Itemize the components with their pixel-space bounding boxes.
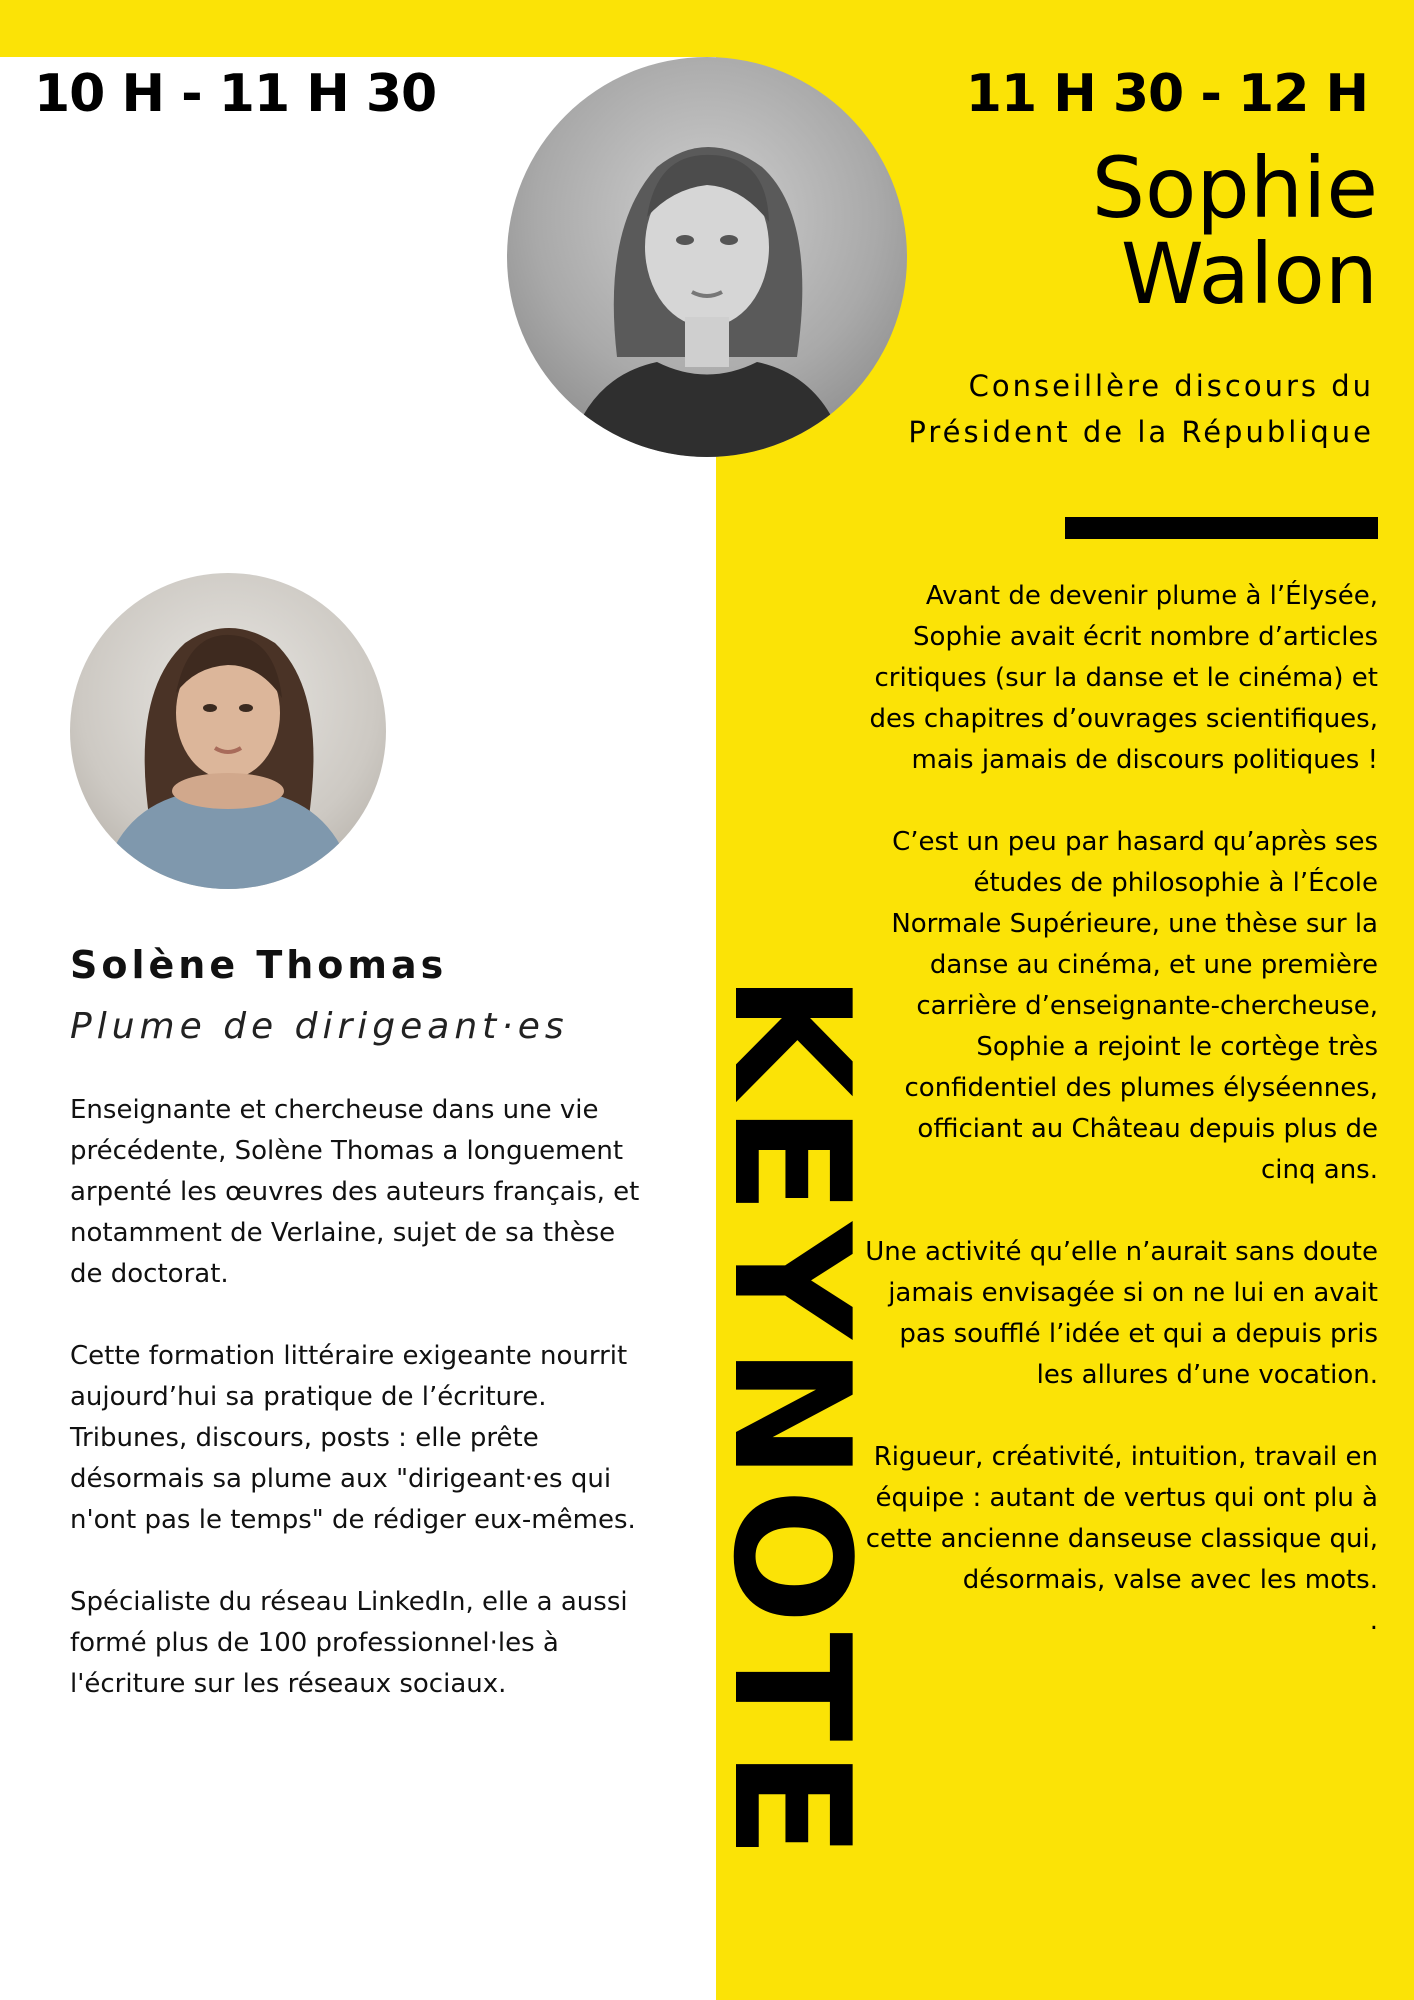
keynote-banner [698, 895, 885, 1945]
solene-thomas-name: Solène Thomas [70, 943, 448, 987]
sophie-walon-role [754, 363, 1374, 455]
bio-paragraph: Rigueur, créativité, intuition, travail en équipe : autant de vertus qui ont plu à cette ancienne danseuse classique qui, désormais, valse avec les mots. [865, 1442, 1378, 1595]
bio-paragraph: C’est un peu par hasard qu’après ses études de philosophie à l’École Normale Supérieure, une thèse sur la danse au cinéma, et une première carrière d’enseignante-chercheuse, Sophie a rejoint le cortège très confidentiel des plumes élyséennes, officiant au Château depuis plus de cinq ans. [891, 827, 1378, 1185]
bio-paragraph: Une activité qu’elle n’aurait sans doute jamais envisagée si on ne lui en avait pas soufflé l’idée et qui a depuis pris les allures d’une vocation. [865, 1237, 1378, 1390]
sophie-walon-bio [858, 576, 1378, 1642]
bio-paragraph: Avant de devenir plume à l’Élysée, Sophie avait écrit nombre d’articles critiques (sur la danse et le cinéma) et des chapitres d’ouvrages scientifiques, mais jamais de discours politiques ! [869, 581, 1378, 775]
black-divider [1065, 517, 1378, 539]
portrait-woman-color [70, 573, 386, 889]
role-line-1: Conseillère discours du [968, 369, 1374, 403]
bio-paragraph: Spécialiste du réseau LinkedIn, elle a aussi formé plus de 100 professionnel·les à l'écriture sur les réseaux sociaux. [70, 1587, 628, 1699]
solene-thomas-role: Plume de dirigeant·es [70, 1006, 569, 1047]
left-time-slot: 10 H - 11 H 30 [34, 64, 437, 124]
keynote-title: KEYNOTE [698, 973, 885, 1867]
solene-thomas-bio [70, 1090, 650, 1746]
solene-thomas-photo [70, 573, 386, 889]
first-name: Sophie [1091, 139, 1378, 237]
role-line-2: Président de la République [908, 415, 1374, 449]
bio-paragraph: Enseignante et chercheuse dans une vie précédente, Solène Thomas a longuement arpenté les œuvres des auteurs français, et notamment de Verlaine, sujet de sa thèse de doctorat. [70, 1095, 640, 1289]
sophie-walon-name [858, 139, 1378, 323]
right-time-slot: 11 H 30 - 12 H [965, 64, 1368, 124]
last-name: Walon [1120, 225, 1378, 323]
bio-paragraph: Cette formation littéraire exigeante nourrit aujourd’hui sa pratique de l’écriture. Tribunes, discours, posts : elle prête désormais sa plume aux "dirigeant·es qui n'ont pas le temps" de rédiger eux-mêmes. [70, 1341, 636, 1535]
trailing-dot: . [1369, 1606, 1378, 1636]
